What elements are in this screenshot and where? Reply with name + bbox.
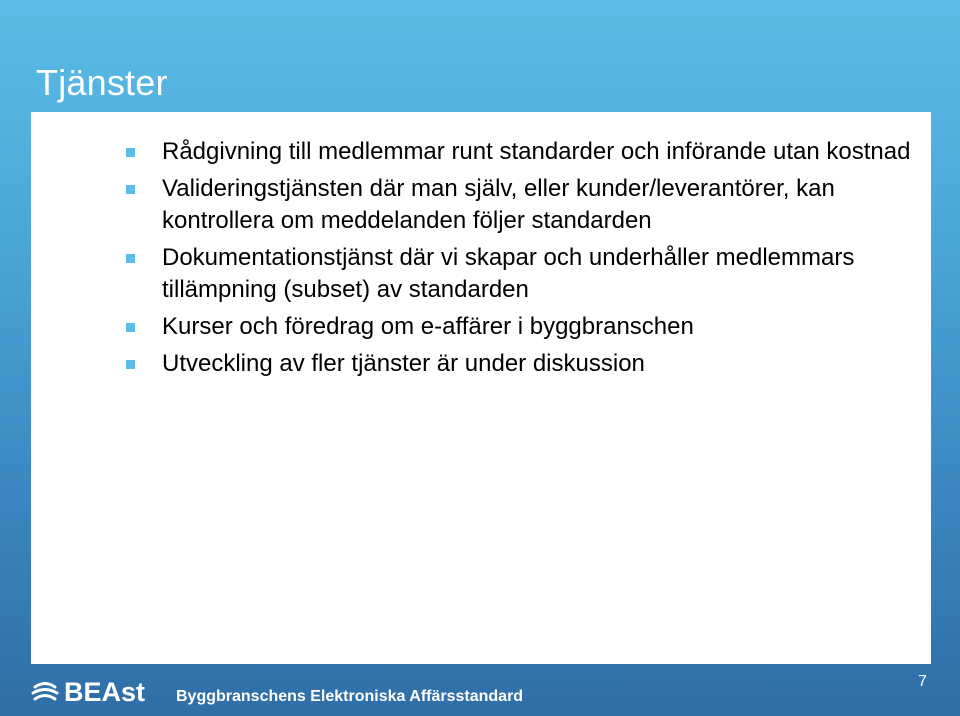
bullet-text: Valideringstjänsten där man själv, eller kunder/leverantörer, kan kontrollera om meddelanden följer standarden [162,175,835,234]
square-bullet-icon [126,360,135,369]
bullet-item [31,173,911,237]
square-bullet-icon [126,185,135,194]
bullet-item [31,348,911,380]
bullet-item [31,311,911,343]
bullet-item [31,242,911,306]
bullet-text: Kurser och föredrag om e-affärer i byggbranschen [162,313,694,340]
bullet-list [31,136,911,385]
bullet-text: Dokumentationstjänst där vi skapar och underhåller medlemmars tillämpning (subset) av standarden [162,244,855,303]
content-panel [31,112,931,664]
logo-emblem-icon [33,684,57,700]
footer-organization: Byggbranschens Elektroniska Affärsstandard [176,688,524,705]
square-bullet-icon [126,254,135,263]
page-number: 7 [918,673,927,690]
beast-logo [28,670,168,710]
square-bullet-icon [126,148,135,157]
bullet-text: Rådgivning till medlemmar runt standarder och införande utan kostnad [162,138,911,165]
slide-title: Tjänster [36,62,168,103]
bullet-text: Utveckling av fler tjänster är under diskussion [162,350,645,377]
bullet-item [31,136,911,168]
square-bullet-icon [126,323,135,332]
logo-wordmark: BEAst [64,677,146,707]
